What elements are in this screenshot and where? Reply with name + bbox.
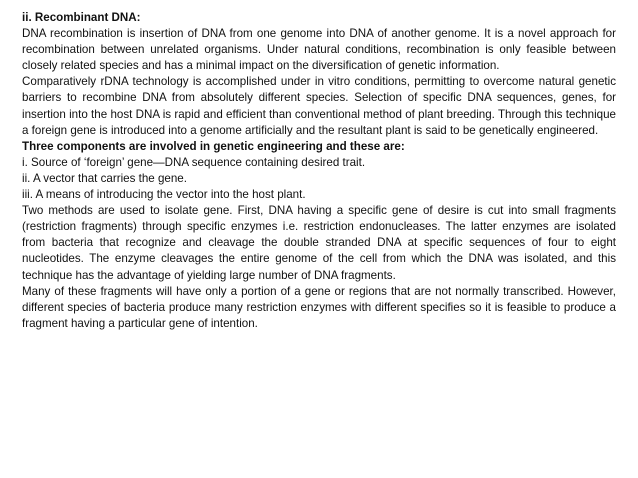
components-heading: Three components are involved in genetic engineering and these are: xyxy=(22,139,405,153)
document-body xyxy=(22,10,616,332)
paragraph-gene-isolation: Two methods are used to isolate gene. First, DNA having a specific gene of desire is cut into small fragments (restriction fragments) through specific enzymes i.e. restriction endonucleases. The latter enzymes are isolated from bacteria that recognize and cleavage the double stranded DNA at specific sequences of four to eight nucleotides. The enzyme cleavages the entire genome of the cell from which the DNA was isolated, and this technique has the advantage of yielding large number of DNA fragments. xyxy=(22,204,616,282)
section-heading: ii. Recombinant DNA: xyxy=(22,11,141,24)
paragraph-dna-recombination: DNA recombination is insertion of DNA from one genome into DNA of another genome. It is a novel approach for recombination between unrelated organisms. Under natural conditions, recombination is only feasible between closely related species and has a minimal impact on the diversification of genetic information. xyxy=(22,27,616,73)
paragraph-fragments: Many of these fragments will have only a portion of a gene or regions that are not normally transcribed. However, different species of bacteria produce many restriction enzymes with different specifies so it is feasible to produce a fragment having a particular gene of intention. xyxy=(22,284,616,330)
component-item-vector: ii. A vector that carries the gene. xyxy=(22,171,187,185)
paragraph-rdna-technology: Comparatively rDNA technology is accomplished under in vitro conditions, permitting to overcome natural genetic barriers to recombine DNA from absolutely different species. Selection of specific DNA sequences, genes, for insertion into the host DNA is rapid and efficient than conventional method of plant breeding. Through this technique a foreign gene is introduced into a genome artificially and the resultant plant is said to be genetically engineered. xyxy=(22,75,616,137)
component-item-source: i. Source of ‘foreign’ gene—DNA sequence containing desired trait. xyxy=(22,155,366,169)
component-item-introduction: iii. A means of introducing the vector into the host plant. xyxy=(22,188,306,202)
